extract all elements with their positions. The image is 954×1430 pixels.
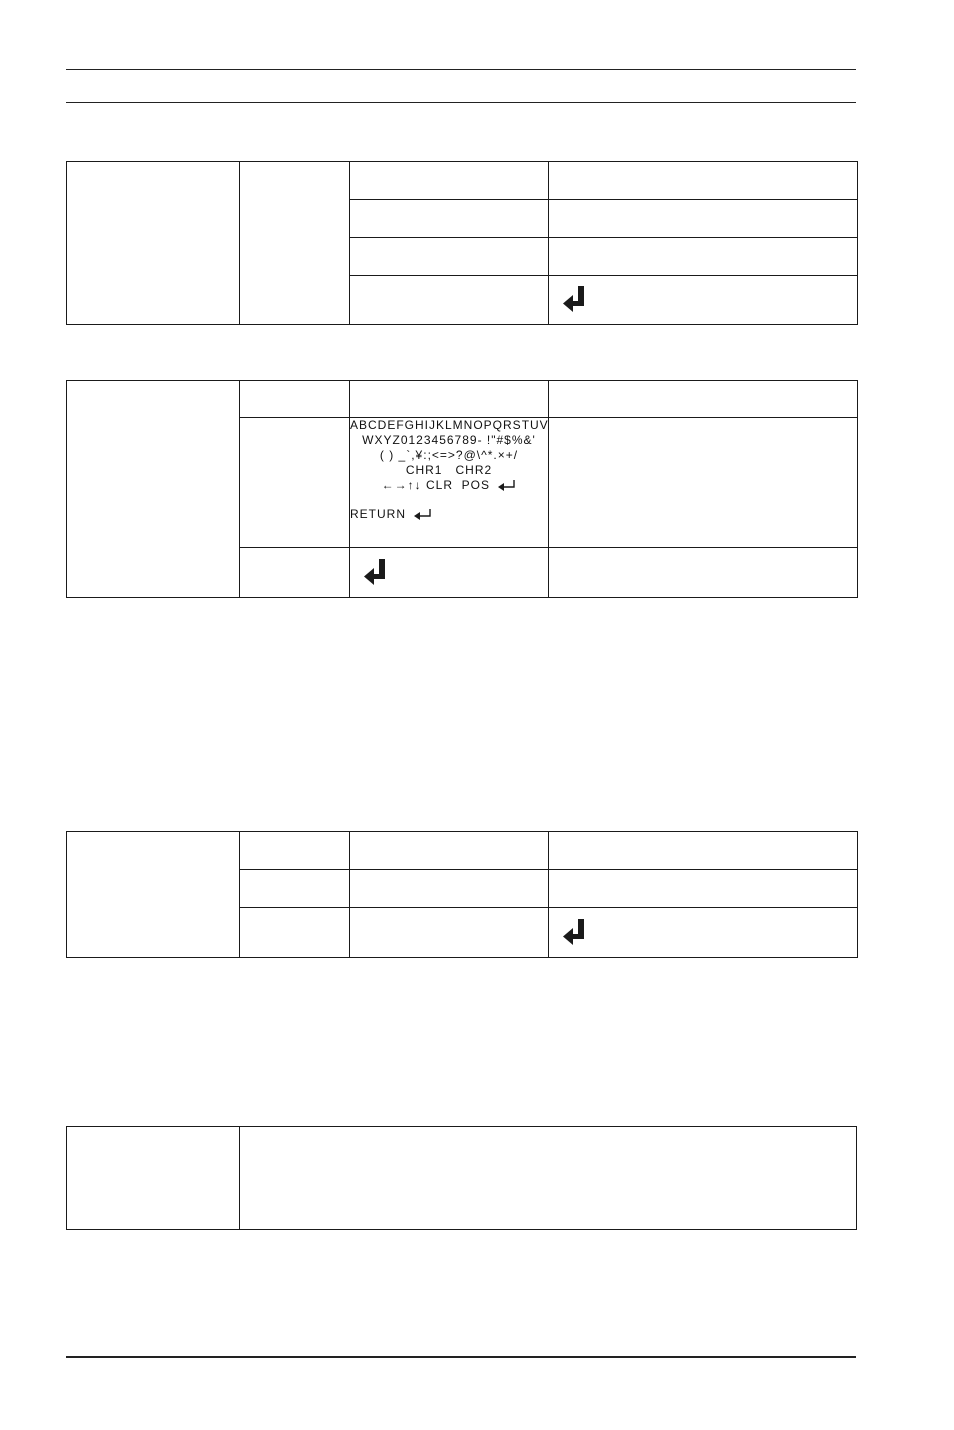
table3-item-cell xyxy=(67,832,240,958)
table3-sub-cell xyxy=(240,832,350,870)
table3-desc-cell xyxy=(549,908,858,958)
return-arrow-icon xyxy=(563,285,585,315)
table2-item-cell xyxy=(67,381,240,598)
table3-desc-cell xyxy=(549,870,858,908)
settings-table-2 xyxy=(66,380,858,598)
settings-table-1 xyxy=(66,161,858,325)
table2-desc-cell xyxy=(549,381,858,418)
charmap-line-3: ( ) _`,¥:;<=>?@\^*.×+/ xyxy=(379,448,519,462)
charmap-line-4 xyxy=(350,463,548,478)
table3-sub-cell xyxy=(240,908,350,958)
table2-desc-cell xyxy=(549,548,858,598)
table3-sub-cell xyxy=(240,870,350,908)
table1-desc-cell xyxy=(549,276,858,325)
return-arrow-icon xyxy=(364,558,386,588)
charmap-chr-keys: CHR1 CHR2 xyxy=(405,463,493,477)
table1-desc-cell xyxy=(549,238,858,276)
table1-option-cell xyxy=(350,162,549,200)
table1-sub-cell xyxy=(240,162,350,325)
table1-item-cell xyxy=(67,162,240,325)
return-arrow-icon xyxy=(563,918,585,948)
small-return-arrow-icon xyxy=(414,508,432,520)
table4-desc-cell xyxy=(240,1127,857,1230)
charmap-line-5 xyxy=(350,478,548,493)
table1-option-cell xyxy=(350,200,549,238)
charmap-line-1: ABCDEFGHIJKLMNOPQRSTUV xyxy=(350,418,549,432)
table2-sub-cell xyxy=(240,548,350,598)
charmap-return-line xyxy=(350,507,548,522)
table3-option-cell xyxy=(350,870,549,908)
table3-option-cell xyxy=(350,832,549,870)
settings-table-3 xyxy=(66,831,858,958)
character-map xyxy=(350,418,549,548)
settings-table-4 xyxy=(66,1126,857,1230)
table1-option-cell xyxy=(350,276,549,325)
header-rule-bottom xyxy=(66,102,856,103)
table2-option-cell xyxy=(350,548,549,598)
table4-item-cell xyxy=(67,1127,240,1230)
table2-sub-cell xyxy=(240,381,350,418)
small-return-arrow-icon xyxy=(498,479,516,491)
charmap-return-label: RETURN xyxy=(350,507,406,521)
table3-option-cell xyxy=(350,908,549,958)
table3-desc-cell xyxy=(549,832,858,870)
table2-sub-cell xyxy=(240,418,350,548)
table1-desc-cell xyxy=(549,200,858,238)
footer-rule xyxy=(66,1356,856,1358)
table1-desc-cell xyxy=(549,162,858,200)
charmap-line-2: WXYZ0123456789- !"#$%&' xyxy=(362,433,536,447)
header-rule-top xyxy=(66,69,856,70)
table1-option-cell xyxy=(350,238,549,276)
table2-option-cell xyxy=(350,381,549,418)
table2-desc-cell xyxy=(549,418,858,548)
charmap-cursor-keys: ←→↑↓ CLR POS xyxy=(381,478,490,492)
